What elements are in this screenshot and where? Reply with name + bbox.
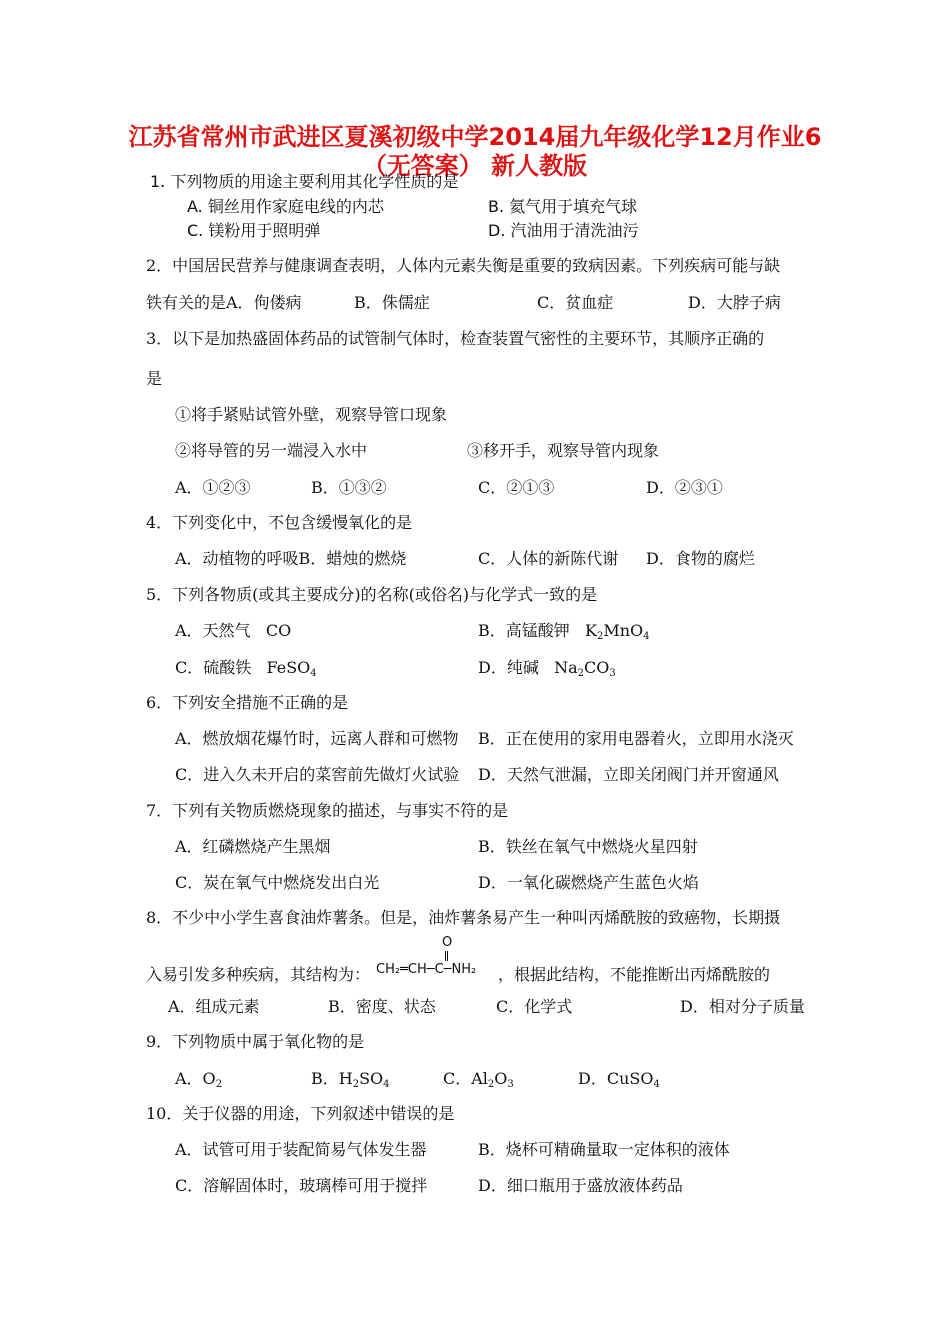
page-title-line-2: （无答案） 新人教版 (362, 152, 588, 180)
q9-c-formula-part: C．Al (443, 1069, 488, 1088)
q5-b-formula-part: K (585, 621, 597, 640)
q2-option-d: D．大脖子病 (688, 293, 781, 312)
q5-option-a (175, 620, 291, 642)
q6-stem: 6．下列安全措施不正确的是 (146, 693, 349, 712)
q3-stem-line-1: 3．以下是加热盛固体药品的试管制气体时，检查装置气密性的主要环节，其顺序正确的 (146, 329, 765, 348)
q5-d-formula-part: CO (584, 658, 610, 677)
q3-option-c: C．②①③ (478, 478, 555, 497)
q2-option-c: C．贫血症 (537, 293, 614, 312)
q5-b-subscript: 2 (596, 631, 604, 642)
q5-d-subscript: 3 (609, 668, 616, 679)
q9-d-formula-part: D．CuSO (578, 1069, 654, 1088)
q4-option-c: C．人体的新陈代谢 (478, 549, 619, 568)
q9-a-formula-part: A．O (175, 1069, 216, 1088)
q3-stem-line-2: 是 (146, 369, 163, 388)
q2-stem-option-a: 铁有关的是A．佝偻病 (146, 293, 302, 312)
q9-b-formula-part: SO (359, 1069, 384, 1088)
q1-option-d: D. 汽油用于清洗油污 (488, 221, 639, 240)
q8-stem-line-2b: ，根据此结构，不能推断出丙烯酰胺的 (498, 965, 771, 984)
q4-option-ab: A．动植物的呼吸B．蜡烛的燃烧 (175, 549, 407, 568)
q9-option-c (443, 1068, 514, 1096)
q3-option-b: B．①③② (311, 478, 387, 497)
q3-step-3: ③移开手，观察导管内现象 (467, 441, 660, 460)
q5-option-d-text: D．纯碱 (478, 658, 539, 677)
q1-option-b: B. 氦气用于填充气球 (488, 197, 638, 216)
q5-option-a-text: A．天然气 (175, 621, 251, 640)
page-title-line-1: 江苏省常州市武进区夏溪初级中学2014届九年级化学12月作业6 (128, 123, 822, 151)
q1-option-a: A. 铜丝用作家庭电线的内芯 (187, 197, 384, 216)
q5-b-formula-part: MnO (603, 621, 644, 640)
q5-d-formula-part: Na (554, 658, 578, 677)
q4-option-d: D．食物的腐烂 (646, 549, 755, 568)
q3-option-a: A．①②③ (175, 478, 251, 497)
q5-c-subscript: 4 (310, 668, 317, 679)
q10-option-a: A．试管可用于装配简易气体发生器 (175, 1140, 427, 1159)
q5-b-subscript: 4 (643, 631, 650, 642)
q5-stem: 5．下列各物质(或其主要成分)的名称(或俗名)与化学式一致的是 (146, 585, 598, 604)
q7-option-c: C．炭在氧气中燃烧发出白光 (175, 873, 380, 892)
acrylamide-structure (376, 936, 494, 980)
q10-option-b: B．烧杯可精确量取一定体积的液体 (478, 1140, 730, 1159)
q1-option-c: C. 镁粉用于照明弹 (187, 221, 321, 240)
q8-option-a: A．组成元素 (168, 997, 260, 1016)
q3-step-1: ①将手紧贴试管外壁，观察导管口现象 (175, 405, 448, 424)
q9-b-formula-part: B．H (311, 1069, 353, 1088)
q5-option-b-text: B．高锰酸钾 (478, 621, 570, 640)
q3-step-2: ②将导管的另一端浸入水中 (175, 441, 368, 460)
q5-option-d (478, 657, 616, 685)
q5-option-c (175, 657, 317, 685)
q5-c-formula-part: FeSO (266, 658, 311, 677)
q10-stem: 10．关于仪器的用途，下列叙述中错误的是 (146, 1104, 455, 1123)
q9-c-subscript: 2 (487, 1079, 495, 1090)
q5-option-a-formula: CO (265, 621, 292, 640)
q6-option-d: D．天然气泄漏，立即关闭阀门并开窗通风 (478, 765, 779, 784)
q9-d-subscript: 4 (653, 1079, 660, 1090)
q9-stem: 9．下列物质中属于氧化物的是 (146, 1032, 365, 1051)
q9-b-subscript: 2 (352, 1079, 360, 1090)
q5-d-subscript: 2 (577, 668, 585, 679)
q10-option-d: D．细口瓶用于盛放液体药品 (478, 1176, 683, 1195)
q6-option-a: A．燃放烟花爆竹时，远离人群和可燃物 (175, 729, 459, 748)
q7-option-a: A．红磷燃烧产生黑烟 (175, 837, 331, 856)
q9-option-d (578, 1068, 660, 1096)
q3-option-d: D．②③① (646, 478, 723, 497)
q2-stem-line-1: 2．中国居民营养与健康调查表明，人体内元素失衡是重要的致病因素。下列疾病可能与缺 (146, 256, 781, 275)
q6-option-c: C．进入久未开启的菜窖前先做灯火试验 (175, 765, 460, 784)
q8-option-c: C．化学式 (496, 997, 573, 1016)
q1-stem: 1. 下列物质的用途主要利用其化学性质的是 (150, 172, 459, 191)
structure-carbonyl-oxygen: O (442, 935, 453, 950)
q5-option-b (478, 620, 650, 648)
q9-option-b (311, 1068, 390, 1096)
q7-stem: 7．下列有关物质燃烧现象的描述，与事实不符的是 (146, 801, 509, 820)
q5-option-c-text: C．硫酸铁 (175, 658, 252, 677)
q7-option-d: D．一氧化碳燃烧产生蓝色火焰 (478, 873, 699, 892)
q9-c-formula-part: O (494, 1069, 508, 1088)
q6-option-b: B．正在使用的家用电器着火，立即用水浇灭 (478, 729, 794, 748)
q8-stem-line-1: 8．不少中小学生喜食油炸薯条。但是，油炸薯条易产生一种叫丙烯酰胺的致癌物，长期摄 (146, 908, 781, 927)
q9-a-subscript: 2 (215, 1079, 223, 1090)
q4-stem: 4．下列变化中，不包含缓慢氧化的是 (146, 513, 413, 532)
q9-b-subscript: 4 (383, 1079, 390, 1090)
q8-option-b: B．密度、状态 (328, 997, 436, 1016)
structure-main-chain: CH₂═CH─C─NH₂ (376, 962, 477, 977)
structure-double-bond (445, 951, 448, 961)
q9-c-subscript: 3 (507, 1079, 514, 1090)
q7-option-b: B．铁丝在氧气中燃烧火星四射 (478, 837, 698, 856)
q8-option-d: D．相对分子质量 (680, 997, 805, 1016)
q9-option-a (175, 1068, 222, 1096)
q10-option-c: C．溶解固体时，玻璃棒可用于搅拌 (175, 1176, 428, 1195)
q8-stem-line-2a: 入易引发多种疾病，其结构为： (146, 965, 371, 984)
q2-option-b: B．侏儒症 (354, 293, 430, 312)
